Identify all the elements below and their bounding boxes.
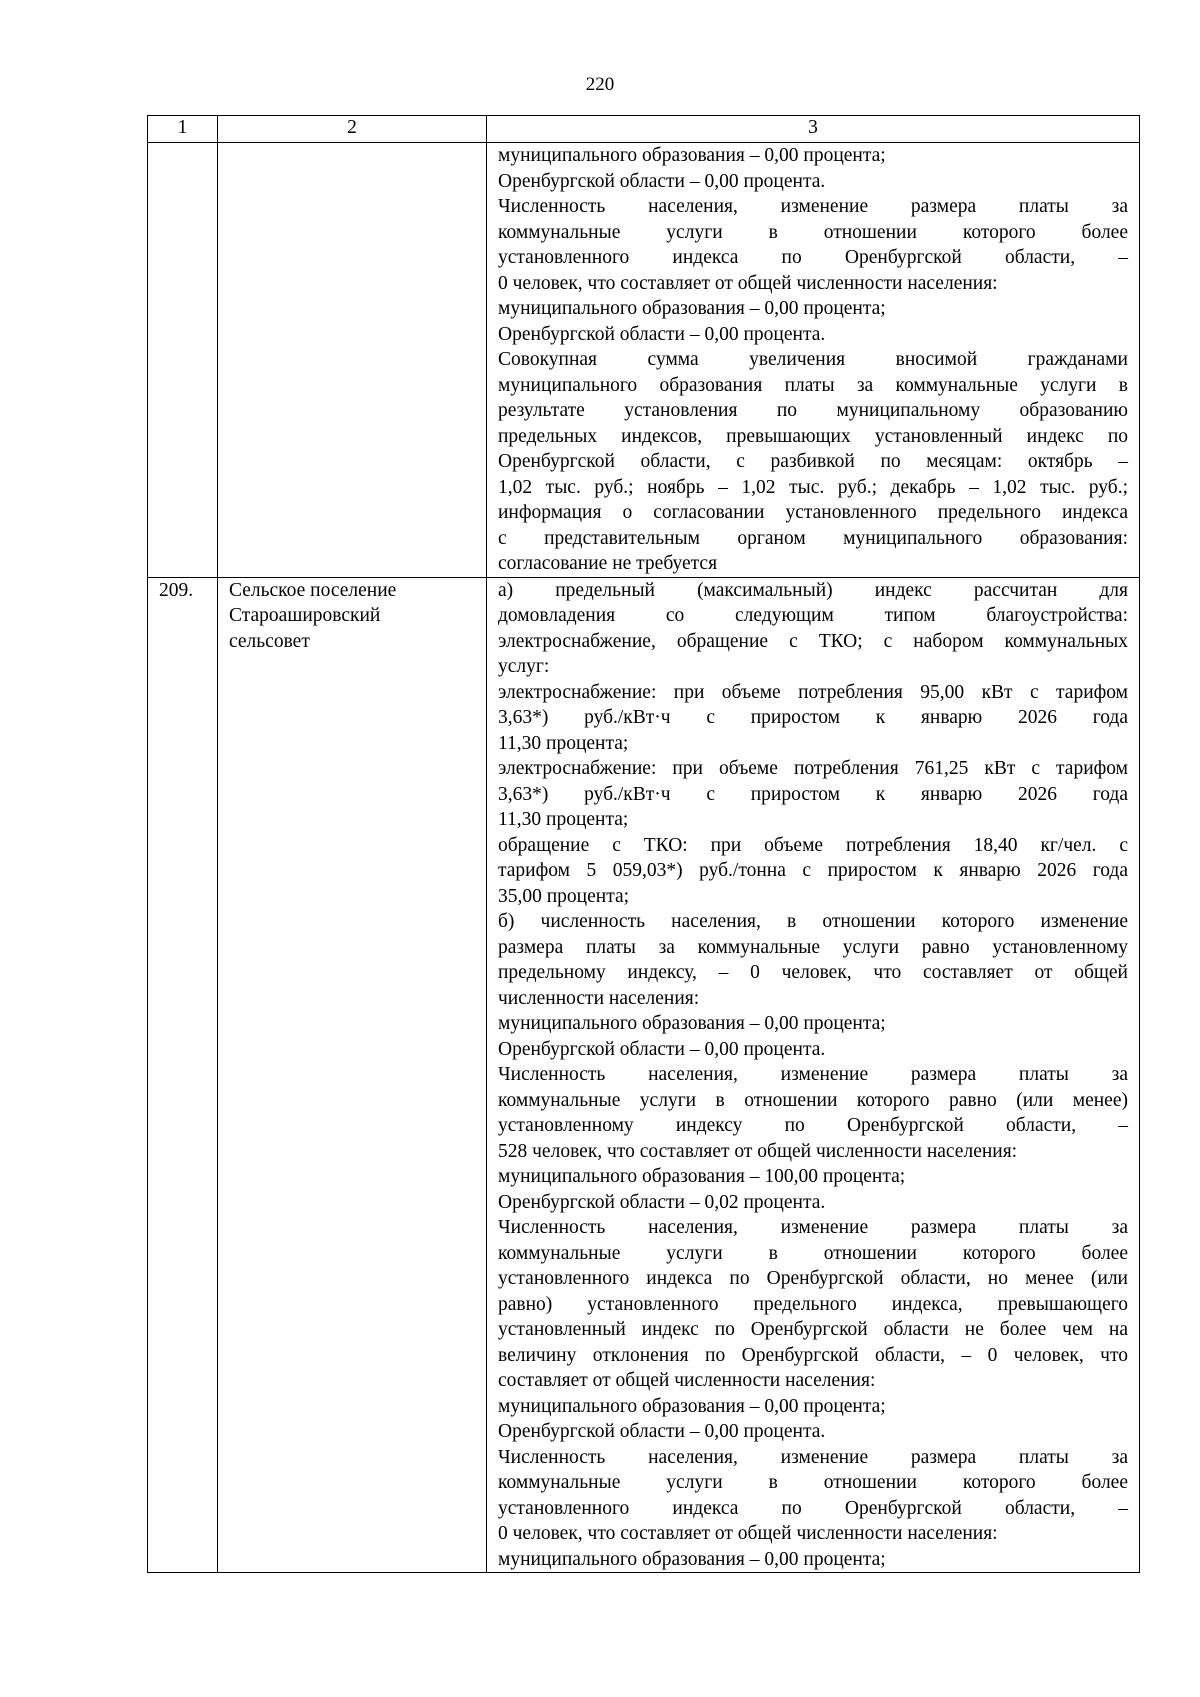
description-line: 35,00 процента; — [498, 885, 630, 907]
description-line: Оренбургской области – 0,00 процента. — [498, 170, 826, 192]
description-line: Численность населения, изменение размера платы за — [498, 1446, 1128, 1468]
description-line: равно) установленного предельного индекса, превышающего — [498, 1293, 1128, 1315]
description-cell — [487, 143, 1140, 578]
description-line: предельных индексов, превышающих установленный индекс по — [498, 425, 1128, 447]
description-line: Оренбургской области – 0,02 процента. — [498, 1191, 826, 1213]
row-number-cell: 209. — [148, 577, 218, 1573]
description-line: Оренбургской области – 0,00 процента. — [498, 1421, 826, 1442]
document-table — [147, 115, 1140, 1573]
description-line: коммунальные услуги в отношении которого более — [498, 221, 1128, 243]
description-line: информация о согласовании установленного предельного индекса — [498, 502, 1128, 523]
description-line: обращение с ТКО: при объеме потребления 18,40 кг/чел. с — [498, 834, 1128, 856]
table-header-row — [148, 116, 1140, 143]
description-line: 1,02 тыс. руб.; ноябрь – 1,02 тыс. руб.; декабрь – 1,02 тыс. руб.; — [498, 476, 1128, 498]
description-line: коммунальные услуги в отношении которого более — [498, 1242, 1128, 1264]
description-line: муниципального образования платы за коммунальные услуги в — [498, 374, 1128, 396]
description-line: предельному индексу, – 0 человек, что составляет от общей — [498, 962, 1128, 983]
row-number-cell — [148, 143, 218, 578]
municipality-name-line: Сельское поселение — [229, 579, 397, 601]
description-line: 3,63*) руб./кВт·ч с приростом к январю 2026 года — [498, 783, 1128, 805]
table-row — [148, 143, 1140, 578]
description-line: муниципального образования – 100,00 процента; — [498, 1166, 906, 1187]
description-line: б) численность населения, в отношении которого изменение — [498, 911, 1128, 932]
description-line: а) предельный (максимальный) индекс рассчитан для — [498, 579, 1128, 601]
description-line: Оренбургской области – 0,00 процента. — [498, 323, 826, 345]
municipality-name-cell — [218, 143, 487, 578]
municipality-name-cell — [218, 577, 487, 1573]
description-line: 0 человек, что составляет от общей численности населения: — [498, 272, 998, 294]
description-line: установленному индексу по Оренбургской области, – — [498, 1115, 1128, 1136]
page-number: 220 — [585, 74, 615, 95]
description-line: численности населения: — [498, 987, 700, 1009]
description-line: установленный индекс по Оренбургской области не более чем на — [498, 1319, 1128, 1340]
description-line: с представительным органом муниципального образования: — [498, 527, 1128, 549]
description-line: муниципального образования – 0,00 процента; — [498, 298, 886, 319]
description-line: 528 человек, что составляет от общей численности населения: — [498, 1140, 1018, 1162]
municipality-name-line: Староашировский — [229, 605, 381, 626]
description-line: Численность населения, изменение размера платы за — [498, 196, 1128, 217]
description-line: установленного индекса по Оренбургской области, – — [498, 247, 1128, 268]
description-line: электроснабжение: при объеме потребления 761,25 кВт с тарифом — [498, 758, 1128, 779]
description-line: домовладения со следующим типом благоустройства: — [498, 605, 1128, 626]
description-line: 3,63*) руб./кВт·ч с приростом к январю 2026 года — [498, 707, 1128, 728]
description-line: 11,30 процента; — [498, 809, 629, 830]
description-line: согласование не требуется — [498, 553, 718, 574]
description-line: 0 человек, что составляет от общей численности населения: — [498, 1523, 998, 1544]
description-line: Оренбургской области – 0,00 процента. — [498, 1038, 826, 1060]
description-line: Оренбургской области, с разбивкой по месяцам: октябрь – — [498, 451, 1128, 472]
description-line: муниципального образования – 0,00 процента; — [498, 1548, 886, 1570]
description-line: установленного индекса по Оренбургской области, но менее (или — [498, 1268, 1128, 1289]
description-cell — [487, 577, 1140, 1573]
description-line: размера платы за коммунальные услуги равно установленному — [498, 936, 1128, 958]
description-line: муниципального образования – 0,00 процента; — [498, 145, 886, 166]
description-line: составляет от общей численности населения: — [498, 1370, 876, 1391]
header-col-2: 2 — [218, 116, 487, 143]
description-line: Численность населения, изменение размера платы за — [498, 1217, 1128, 1238]
description-line: коммунальные услуги в отношении которого более — [498, 1472, 1128, 1493]
description-line: коммунальные услуги в отношении которого равно (или менее) — [498, 1089, 1128, 1111]
description-line: Совокупная сумма увеличения вносимой гражданами — [498, 349, 1128, 370]
description-line: 11,30 процента; — [498, 732, 629, 754]
description-line: муниципального образования – 0,00 процента; — [498, 1013, 886, 1034]
description-line: результате установления по муниципальному образованию — [498, 400, 1128, 421]
description-line: услуг: — [498, 656, 550, 677]
description-line: электроснабжение, обращение с ТКО; с набором коммунальных — [498, 630, 1128, 652]
description-line: тарифом 5 059,03*) руб./тонна с приростом к январю 2026 года — [498, 860, 1128, 881]
description-line: установленного индекса по Оренбургской области, – — [498, 1497, 1128, 1519]
header-col-1: 1 — [148, 116, 218, 143]
description-line: электроснабжение: при объеме потребления 95,00 кВт с тарифом — [498, 681, 1128, 703]
description-line: Численность населения, изменение размера платы за — [498, 1064, 1128, 1085]
description-line: муниципального образования – 0,00 процента; — [498, 1395, 886, 1417]
header-col-3: 3 — [487, 116, 1140, 143]
description-line: величину отклонения по Оренбургской области, – 0 человек, что — [498, 1344, 1128, 1366]
municipality-name-line: сельсовет — [229, 630, 310, 652]
table-row — [148, 577, 1140, 1573]
